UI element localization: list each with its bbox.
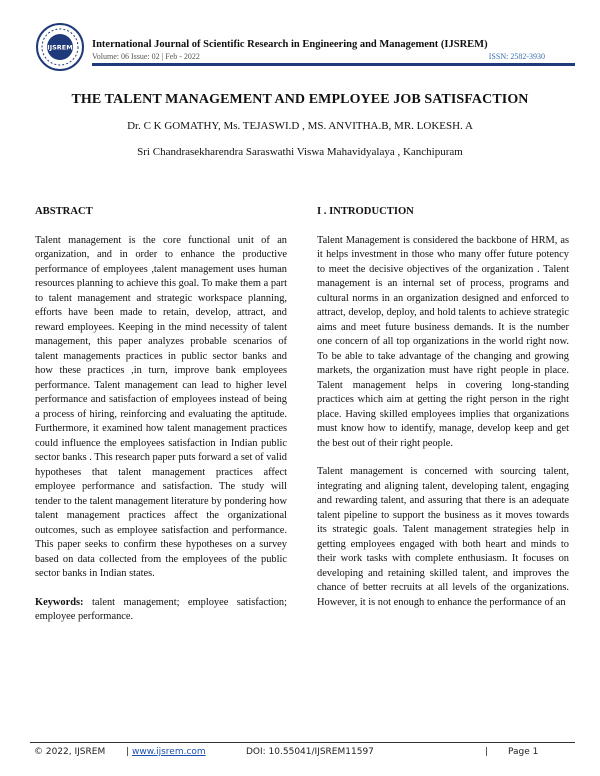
footer-separator: | [126, 747, 130, 757]
keywords-label: Keywords: [35, 596, 84, 608]
introduction-column [317, 205, 569, 624]
footer-website-link[interactable]: www.ijsrem.com [132, 747, 206, 757]
authors: Dr. C K GOMATHY, Ms. TEJASWI.D , MS. ANVITHA.B, MR. LOKESH. A [127, 120, 473, 132]
abstract-column [35, 205, 287, 639]
journal-header [30, 22, 575, 74]
logo-text: IJSREM [47, 43, 73, 52]
affiliation: Sri Chandrasekharendra Saraswathi Viswa Mahavidyalaya , Kanchipuram [137, 146, 463, 158]
footer-copyright: © 2022, IJSREM [34, 747, 106, 757]
footer-separator: | [485, 747, 489, 757]
header-divider [92, 63, 575, 66]
issn: ISSN: 2582-3930 [488, 52, 545, 61]
introduction-paragraph-1: Talent Management is considered the backbone of HRM, as it helps investment in those who many offer future potency to meet the decisive objectives of the organization . Talent management is an internal set of process, programs and cultural norms in an organization designed and enforced to attract, develop, deploy, and hold talents to achieve strategic aims and meet future business demands. It is the number one concern of all top organizations in the world right now. To be able to take advantage of the changing and growing markets, the organization must have right people in place. Talent management helps in covering long-standing practices which aim at getting the right person in the right place. Having skilled employees implies that organizations must know how to identify, manage, develop keep and get the best out of their right people. [317, 234, 569, 449]
keywords-text: talent management; employee satisfaction; employee performance. [35, 596, 287, 622]
ijsrem-logo [35, 22, 85, 72]
abstract-body: Talent management is the core functional unit of an organization, and in order to enhance the productive performance of employees ,talent management uses human resources planning to achieve this goal. To make them a part to talent management and strategic workspace planning, efforts have been made to retain, develop, attract, and reward employees. Keeping in the mind necessity of talent management, this paper analyzes probable scenarios of talent managements practices in public sector banks and how these practices ,in turn, improve bank employees performance. Talent management can lead to higher level performance and satisfaction of employees instead of being a process of hiring, reinforcing and evaluating the aptitude. Furthermore, it examined how talent management practices could influence the employees satisfaction in Indian public sector banks . This research paper puts forward a set of valid hypotheses that talent management practices affect employee performance and satisfaction. The study will tender to the talent management literature by pondering how talent management practices affect the organizational outcomes, such as employee satisfaction and performance. This paper seeks to confirm these hypotheses on a survey based on data collected from the employees of the public sector banks in Indian states. [35, 234, 287, 579]
abstract-heading: ABSTRACT [35, 206, 93, 217]
footer-divider [30, 742, 575, 743]
journal-name: International Journal of Scientific Research in Engineering and Management (IJSREM) [92, 39, 488, 50]
volume-issue: Volume: 06 Issue: 02 | Feb - 2022 [92, 52, 200, 61]
footer-page-number: Page 1 [508, 747, 539, 757]
footer-doi: DOI: 10.55041/IJSREM11597 [246, 747, 374, 757]
keywords [35, 596, 287, 625]
page-footer [34, 747, 574, 761]
introduction-heading: I . INTRODUCTION [317, 206, 414, 217]
introduction-paragraph-2: Talent management is concerned with sourcing talent, integrating and aligning talent, developing talent, engaging and rewarding talent, and assuring that there is an adequate talent pipeline to support the business as it moves towards its strategic goals. Talent management strategies help in getting employees engaged with both heart and minds to their work tasks with complete enthusiasm. It focuses on developing and retaining skilled talent, and improves the chance of better recruits at all levels of the organizations. However, it is not enough to enhance the performance of an [317, 466, 569, 608]
paper-title: THE TALENT MANAGEMENT AND EMPLOYEE JOB SATISFACTION [71, 92, 529, 107]
